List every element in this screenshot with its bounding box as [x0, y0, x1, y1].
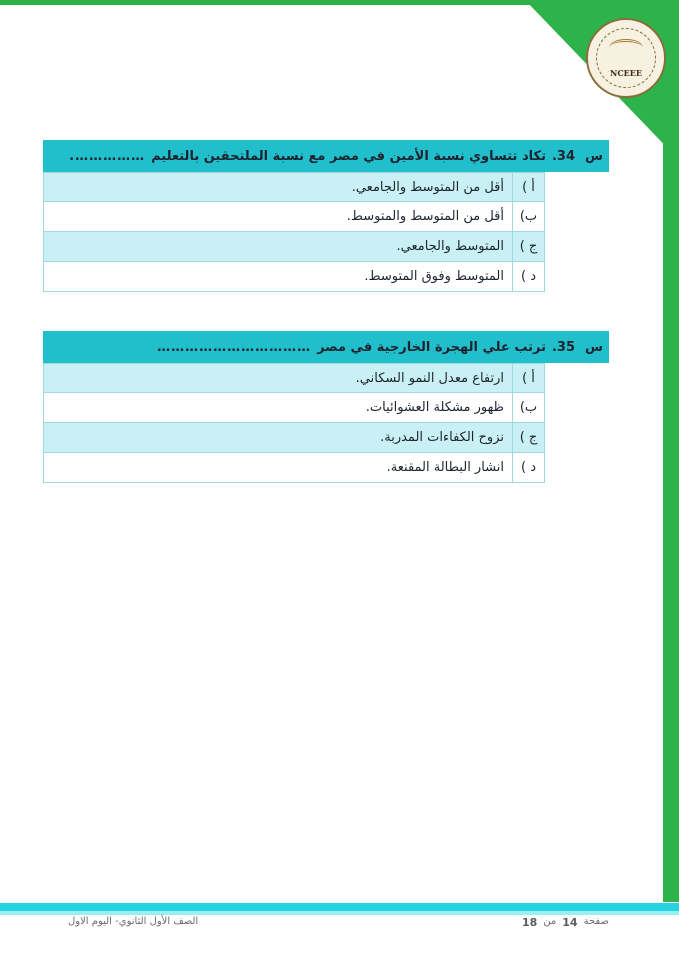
total-pages: 18	[522, 916, 538, 929]
option-row[interactable]	[43, 232, 545, 262]
page-word: صفحة	[583, 916, 609, 927]
option-text: المتوسط وفوق المتوسط.	[364, 269, 504, 284]
option-text: ارتفاع معدل النمو السكاني.	[355, 370, 504, 386]
option-row[interactable]	[43, 393, 545, 423]
question-34	[43, 140, 609, 292]
of-word: من	[543, 916, 557, 927]
option-letter: د )	[512, 262, 544, 291]
option-row[interactable]	[43, 202, 545, 232]
option-text: ظهور مشكلة العشوائيات.	[365, 400, 504, 415]
option-text: المتوسط والجامعي.	[396, 239, 504, 254]
option-letter: ج )	[512, 423, 544, 452]
right-green-border	[663, 0, 679, 902]
question-text: تكاد تتساوي نسبة الأمين في مصر مع نسبة الملتحقين بالتعليم	[151, 148, 546, 164]
question-35	[43, 331, 609, 483]
footer-grade: الصف الأول الثانوي- اليوم الاول	[68, 916, 199, 927]
footer-page-info	[522, 916, 609, 929]
option-letter: ج )	[512, 232, 544, 261]
option-letter: ب)	[512, 202, 544, 231]
option-row[interactable]	[43, 172, 545, 202]
question-label: س	[585, 148, 603, 164]
option-row[interactable]	[43, 262, 545, 292]
options-list	[43, 172, 545, 292]
option-row[interactable]	[43, 453, 545, 483]
question-header	[43, 331, 609, 363]
option-letter: ب)	[512, 393, 544, 422]
option-text: أقل من المتوسط والجامعي.	[351, 179, 504, 195]
question-dots: …………….	[69, 148, 146, 164]
option-letter: أ )	[512, 364, 544, 392]
logo-text: NCEEE	[610, 67, 642, 78]
option-row[interactable]	[43, 363, 545, 393]
option-text: انشار البطالة المقنعة.	[386, 460, 504, 475]
question-number: 34.	[551, 148, 575, 164]
logo-emblem	[596, 28, 656, 88]
nceee-logo	[586, 18, 666, 98]
footer-cyan-bar	[0, 903, 679, 911]
page-number: 14	[562, 916, 578, 929]
option-text: أقل من المتوسط والمتوسط.	[346, 209, 504, 224]
question-text: ترتب علي الهجرة الخارجية في مصر	[317, 339, 546, 355]
question-number: 35.	[551, 339, 575, 355]
question-dots: ……………………………	[157, 339, 312, 355]
option-row[interactable]	[43, 423, 545, 453]
options-list	[43, 363, 545, 483]
option-text: نزوح الكفاءات المدربة.	[380, 430, 504, 445]
question-label: س	[585, 339, 603, 355]
logo-arc-icon	[609, 39, 643, 56]
footer-light-bar	[0, 911, 679, 915]
option-letter: د )	[512, 453, 544, 482]
question-header	[43, 140, 609, 172]
option-letter: أ )	[512, 173, 544, 201]
